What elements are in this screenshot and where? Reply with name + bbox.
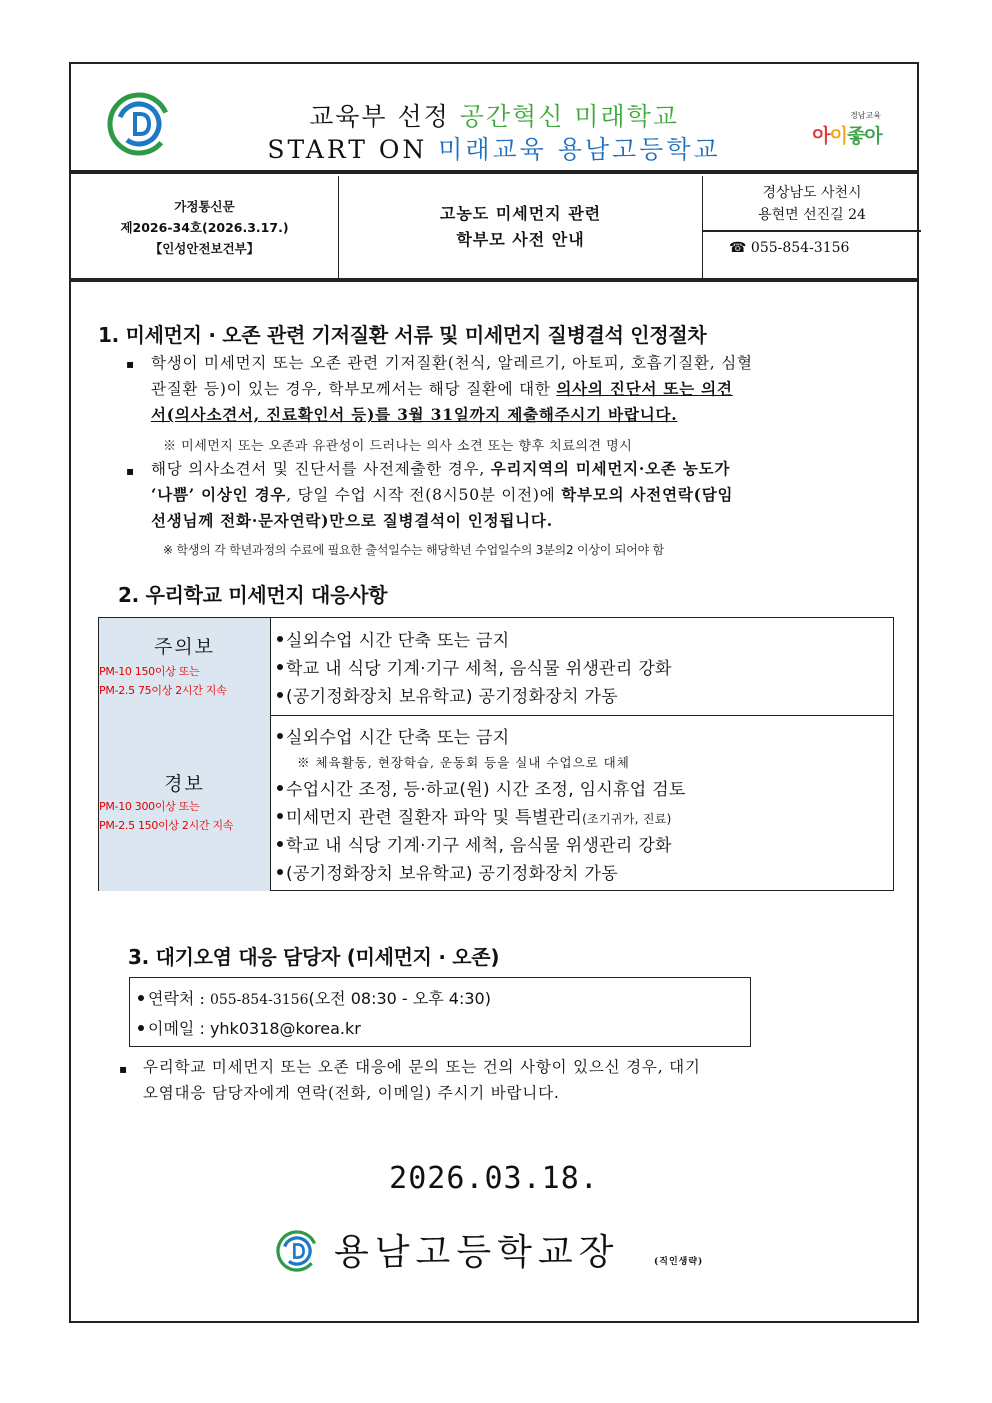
list-item: 학교 내 식당 기계·기구 세척, 음식물 위생관리 강화 bbox=[277, 831, 672, 856]
table-row-alert bbox=[99, 715, 893, 891]
bullet-dot-icon bbox=[277, 785, 283, 791]
newsletter-meta: 가정통신문 제2026-34호(2026.3.17.) 【인성안전보건부】 bbox=[71, 176, 339, 278]
list-item: (공기정화장치 보유학교) 공기정화장치 가동 bbox=[277, 682, 618, 707]
alert-actions bbox=[277, 715, 889, 891]
alert-title: 경보 bbox=[164, 773, 205, 795]
bullet-icon: ▪ bbox=[126, 357, 135, 371]
school-phone: ☎ 055-854-3156 bbox=[729, 240, 850, 256]
section1-note1: ※ 미세먼지 또는 오존과 유관성이 드러나는 의사 소견 또는 향후 치료의견 명시 bbox=[163, 439, 633, 454]
issue-date: 2026.03.18. bbox=[389, 1161, 599, 1196]
header-title-line2: START ON 미래교육 용남고등학교 bbox=[267, 135, 721, 164]
contact-phone-line: 연락처 : 055-854-3156(오전 08:30 - 오후 4:30) bbox=[138, 986, 491, 1009]
bullet-dot-icon bbox=[277, 841, 283, 847]
bullet-dot-icon bbox=[138, 995, 144, 1001]
warning-title: 주의보 bbox=[153, 636, 216, 658]
warning-condition: PM-10 150이상 또는 PM-2.5 75이상 2시간 지속 bbox=[99, 665, 227, 697]
document-header bbox=[71, 64, 917, 174]
list-item: 실외수업 시간 단축 또는 금지 bbox=[277, 723, 509, 748]
warning-actions bbox=[277, 618, 889, 715]
section1-note2: ※ 학생의 각 학년과정의 수료에 필요한 출석일수는 해당학년 수업일수의 3분의2 이상이 되어야 함 bbox=[163, 543, 664, 557]
bullet-dot-icon bbox=[138, 1025, 144, 1031]
info-divider bbox=[71, 278, 917, 282]
section1-heading: 1. 미세먼지 · 오존 관련 기저질환 서류 및 미세먼지 질병결석 인정절차 bbox=[98, 323, 707, 347]
list-item: 미세먼지 관련 질환자 파악 및 특별관리(조기귀가, 진료) bbox=[277, 803, 672, 828]
header-title-line1: 교육부 선정 공간혁신 미래학교 bbox=[309, 102, 679, 131]
list-item: 수업시간 조정, 등·하교(원) 시간 조정, 임시휴업 검토 bbox=[277, 775, 686, 800]
list-item: 실외수업 시간 단축 또는 금지 bbox=[277, 626, 509, 651]
section1-paragraph2: 해당 의사소견서 및 진단서를 사전제출한 경우, 우리지역의 미세먼지·오존 농도가 ‘나쁨’ 이상인 경우, 당일 수업 시작 전(8시50분 이전)에 학부모의 사전연락(담임 선생님께 전화·문자연락)만으로 질병결석이 인정됩니다. bbox=[151, 459, 734, 530]
contact-box bbox=[129, 977, 751, 1047]
school-contact-block bbox=[703, 176, 921, 278]
section3-paragraph: 우리학교 미세먼지 또는 오존 대응에 문의 또는 건의 사항이 있으신 경우, 대기 오염대응 담당자에게 연락(전화, 이메일) 주시기 바랍니다. bbox=[143, 1058, 701, 1102]
bullet-icon: ▪ bbox=[119, 1062, 128, 1076]
response-table bbox=[98, 617, 894, 891]
bullet-dot-icon bbox=[277, 869, 283, 875]
list-item: 학교 내 식당 기계·기구 세척, 음식물 위생관리 강화 bbox=[277, 654, 672, 679]
newsletter-subject: 고농도 미세먼지 관련 학부모 사전 안내 bbox=[339, 176, 703, 278]
warning-level-cell bbox=[99, 618, 271, 715]
email-link[interactable]: yhk0318@korea.kr bbox=[209, 1019, 361, 1038]
bullet-dot-icon bbox=[277, 664, 283, 670]
contact-email-line: 이메일 : yhk0318@korea.kr bbox=[138, 1016, 361, 1039]
info-table bbox=[71, 176, 917, 278]
seal-omitted-note: (직인생략) bbox=[654, 1257, 704, 1267]
alert-level-cell bbox=[99, 715, 271, 891]
section2-heading: 2. 우리학교 미세먼지 대응사항 bbox=[118, 583, 388, 607]
table-row-warning bbox=[99, 618, 893, 716]
phone-icon: ☎ bbox=[729, 240, 747, 256]
list-item: (공기정화장치 보유학교) 공기정화장치 가동 bbox=[277, 859, 618, 884]
section1-paragraph1: 학생이 미세먼지 또는 오존 관련 기저질환(천식, 알레르기, 아토피, 호흡기질환, 심혈 관질환 등)이 있는 경우, 학부모께서는 해당 질환에 대한 의사의 진단서 또는 의견 서(의사소견서, 진료확인서 등)를 3월 31일까지 제출해주시기 바랍니다. bbox=[151, 354, 753, 424]
list-item-note: ※ 체육활동, 현장학습, 운동회 등을 실내 수업으로 대체 bbox=[297, 755, 630, 770]
principal-name: 용남고등학교장 bbox=[334, 1232, 620, 1273]
school-logo-icon bbox=[276, 1230, 318, 1272]
principal-signature bbox=[276, 1224, 736, 1284]
bullet-icon: ▪ bbox=[126, 464, 135, 478]
header-divider bbox=[71, 170, 917, 174]
bullet-dot-icon bbox=[277, 692, 283, 698]
newsletter-page bbox=[69, 62, 919, 1323]
bullet-dot-icon bbox=[277, 636, 283, 642]
section3-heading: 3. 대기오염 대응 담당자 (미세먼지 · 오존) bbox=[128, 945, 500, 969]
alert-condition: PM-10 300이상 또는 PM-2.5 150이상 2시간 지속 bbox=[99, 800, 234, 832]
education-brand-logo: 경남교육 아이좋아 bbox=[812, 111, 882, 147]
bullet-dot-icon bbox=[277, 733, 283, 739]
school-address: 경상남도 사천시 용현면 선진길 24 bbox=[758, 185, 866, 223]
bullet-dot-icon bbox=[277, 813, 283, 819]
